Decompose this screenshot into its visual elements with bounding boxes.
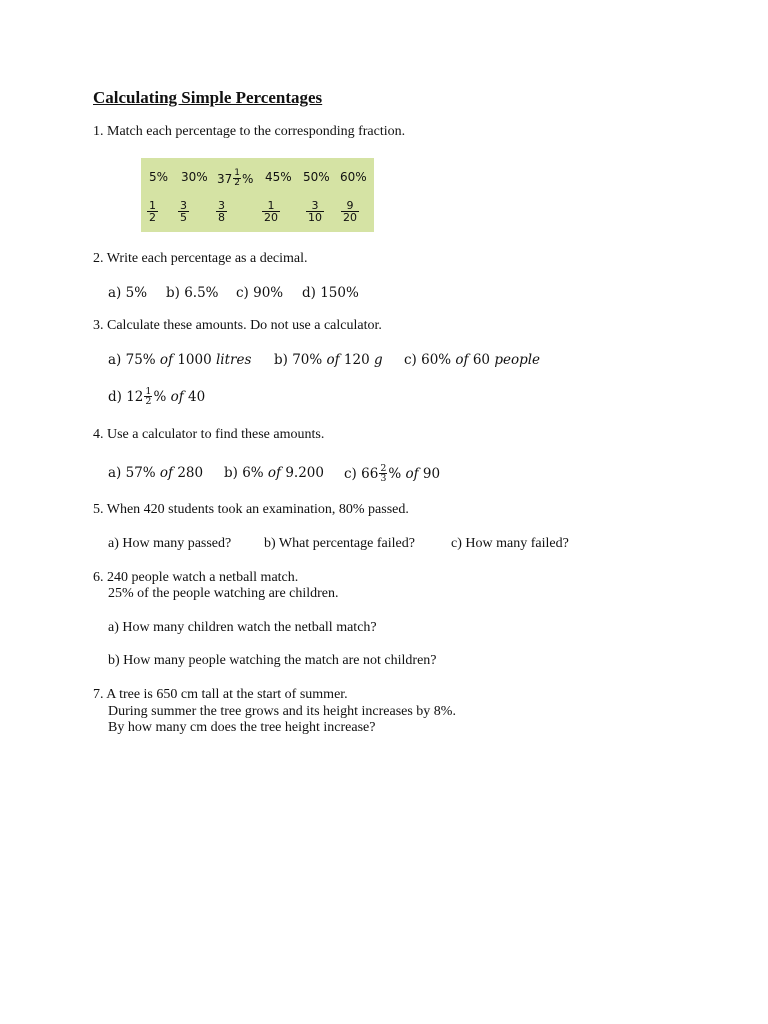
amount-value: 90 <box>418 466 441 482</box>
fraction-denominator: 20 <box>264 211 278 224</box>
percentage-60: 60% <box>340 170 367 184</box>
percentage-45: 45% <box>265 170 292 184</box>
fraction-denominator: 20 <box>343 211 357 224</box>
question-6-part-b: b) How many people watching the match are not children? <box>108 653 437 668</box>
fraction-numerator: 2 <box>380 463 387 474</box>
part-label: c) 66 <box>344 466 379 482</box>
fraction-1-20 <box>262 200 280 223</box>
fraction-denominator: 3 <box>380 473 387 484</box>
fraction-denominator: 2 <box>234 178 241 188</box>
amount-value: 60 <box>468 352 495 368</box>
of-word: of <box>455 352 469 368</box>
fraction-3-8 <box>216 200 227 223</box>
percent-sign: % <box>242 172 254 186</box>
question-4-text: 4. Use a calculator to find these amounts. <box>93 427 325 442</box>
fraction-numerator: 1 <box>149 199 156 212</box>
fraction-denominator: 8 <box>218 211 225 224</box>
question-2-text: 2. Write each percentage as a decimal. <box>93 251 308 266</box>
percentage-37-whole: 37 <box>217 172 233 186</box>
question-2-part-a: a) 5% <box>108 285 148 301</box>
question-5-part-c: c) How many failed? <box>451 536 569 551</box>
question-7-line-3: By how many cm does the tree height increase? <box>108 720 376 735</box>
question-6-line-1: 6. 240 people watch a netball match. <box>93 570 299 585</box>
amount-value: 9.200 <box>281 465 324 481</box>
fraction-3-10 <box>306 200 324 223</box>
question-5-part-b: b) What percentage failed? <box>264 536 415 551</box>
amount-value: 120 <box>339 352 374 368</box>
mixed-fraction <box>144 387 152 406</box>
part-label: b) 70% <box>274 352 327 368</box>
part-label: c) 60% <box>404 352 456 368</box>
of-word: of <box>267 465 282 481</box>
question-4-part-b <box>224 465 324 481</box>
amount-value: 1000 <box>173 352 216 368</box>
fraction-denominator: 5 <box>180 211 187 224</box>
amount-unit: g <box>373 352 383 368</box>
fraction-numerator: 3 <box>306 200 324 212</box>
question-2-part-d: d) 150% <box>302 285 359 301</box>
question-2-part-c: c) 90% <box>236 285 284 301</box>
question-2-part-b: b) 6.5% <box>166 285 219 301</box>
part-label: b) 6% <box>224 465 268 481</box>
percentage-30: 30% <box>181 170 208 184</box>
of-word: of <box>170 389 184 405</box>
fraction-denominator: 10 <box>308 211 322 224</box>
fraction-3-5 <box>178 200 189 223</box>
amount-value: 40 <box>183 389 206 405</box>
fraction-numerator: 3 <box>218 199 225 212</box>
question-5-text: 5. When 420 students took an examination, 80% passed. <box>93 502 409 517</box>
part-label: d) 12 <box>108 389 144 405</box>
fraction-numerator: 1 <box>145 386 152 397</box>
worksheet-title: Calculating Simple Percentages <box>93 88 323 107</box>
amount-unit: litres <box>215 352 252 368</box>
question-4-part-c <box>344 465 440 484</box>
question-6-line-2: 25% of the people watching are children. <box>108 586 339 601</box>
amount-unit: people <box>494 352 541 368</box>
percentage-37-fraction <box>233 169 241 188</box>
percentage-50: 50% <box>303 170 330 184</box>
percent-sign: % <box>153 389 171 405</box>
fraction-numerator: 9 <box>341 200 359 212</box>
of-word: of <box>159 465 174 481</box>
question-3-part-b <box>274 352 383 368</box>
question-7-line-1: 7. A tree is 650 cm tall at the start of summer. <box>93 687 348 702</box>
percentage-37-half <box>217 170 253 189</box>
question-6-part-a: a) How many children watch the netball match? <box>108 620 377 635</box>
of-word: of <box>405 466 419 482</box>
match-box <box>141 158 374 232</box>
question-3-part-d <box>108 388 205 407</box>
question-7-line-2: During summer the tree grows and its height increases by 8%. <box>108 704 456 719</box>
question-3-part-a <box>108 352 251 368</box>
fraction-denominator: 2 <box>149 211 156 224</box>
question-5-part-a: a) How many passed? <box>108 536 232 551</box>
fraction-numerator: 1 <box>234 168 241 178</box>
of-word: of <box>159 352 174 368</box>
mixed-fraction <box>379 464 387 483</box>
question-3-part-c <box>404 352 540 368</box>
fraction-denominator: 2 <box>145 396 152 407</box>
amount-value: 280 <box>173 465 204 481</box>
question-1-text: 1. Match each percentage to the corresponding fraction. <box>93 124 406 139</box>
fraction-numerator: 3 <box>180 199 187 212</box>
of-word: of <box>326 352 340 368</box>
fraction-numerator: 1 <box>262 200 280 212</box>
fraction-1-2 <box>147 200 158 223</box>
percentage-5: 5% <box>149 170 169 184</box>
question-3-text: 3. Calculate these amounts. Do not use a calculator. <box>93 318 382 333</box>
part-label: a) 75% <box>108 352 160 368</box>
fraction-9-20 <box>341 200 359 223</box>
part-label: a) 57% <box>108 465 160 481</box>
percent-sign: % <box>388 466 406 482</box>
question-4-part-a <box>108 465 203 481</box>
